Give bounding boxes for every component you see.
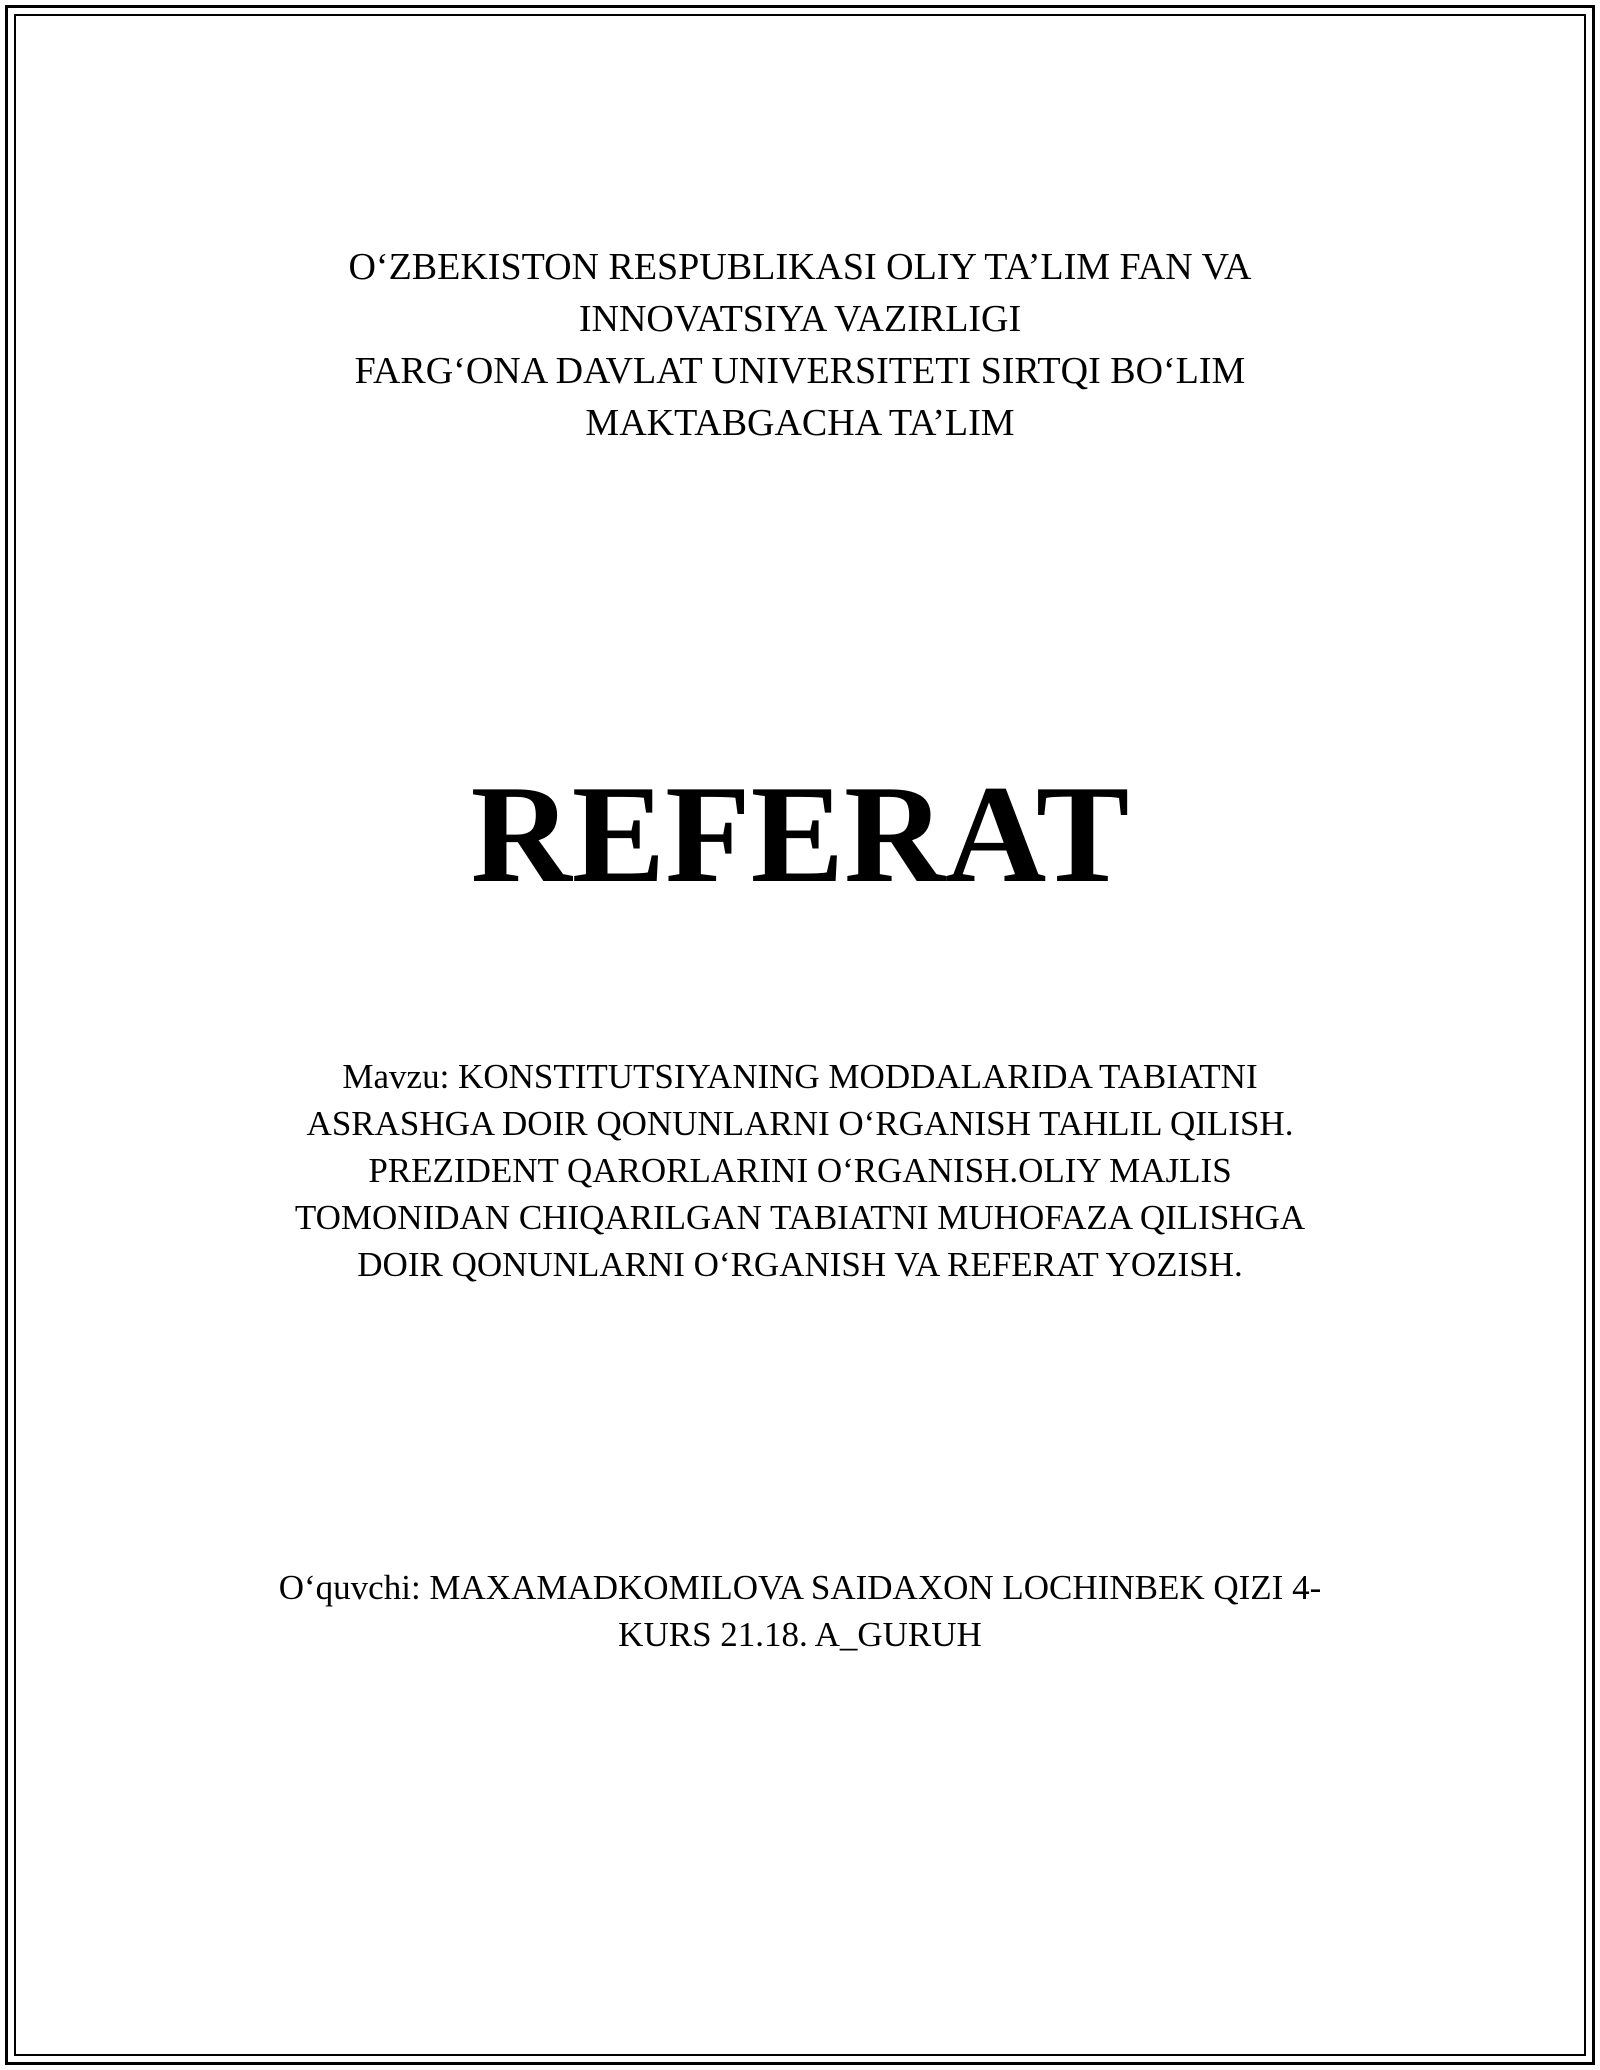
student-block: [0, 1564, 1600, 1658]
topic-block: [0, 1053, 1600, 1288]
topic-line: ASRASHGA DOIR QONUNLARNI O‘RGANISH TAHLIL QILISH.: [306, 1104, 1294, 1143]
header-line: O‘ZBEKISTON RESPUBLIKASI OLIY TA’LIM FAN VA: [348, 246, 1252, 288]
institution-header: [0, 241, 1600, 449]
topic-line: DOIR QONUNLARNI O‘RGANISH VA REFERAT YOZISH.: [357, 1245, 1243, 1284]
header-line: MAKTABGACHA TA’LIM: [585, 402, 1015, 444]
header-line: INNOVATSIYA VAZIRLIGI: [578, 298, 1022, 340]
document-title: REFERAT: [470, 757, 1130, 912]
header-line: FARG‘ONA DAVLAT UNIVERSITETI SIRTQI BO‘LIM: [354, 350, 1246, 392]
topic-line: Mavzu: KONSTITUTSIYANING MODDALARIDA TABIATNI: [342, 1057, 1258, 1096]
topic-line: TOMONIDAN CHIQARILGAN TABIATNI MUHOFAZA QILISHGA: [294, 1198, 1306, 1237]
student-line: O‘quvchi: MAXAMADKOMILOVA SAIDAXON LOCHINBEK QIZI 4-: [278, 1568, 1322, 1607]
topic-line: PREZIDENT QARORLARINI O‘RGANISH.OLIY MAJLIS: [368, 1151, 1232, 1190]
student-line: KURS 21.18. A_GURUH: [618, 1615, 982, 1654]
